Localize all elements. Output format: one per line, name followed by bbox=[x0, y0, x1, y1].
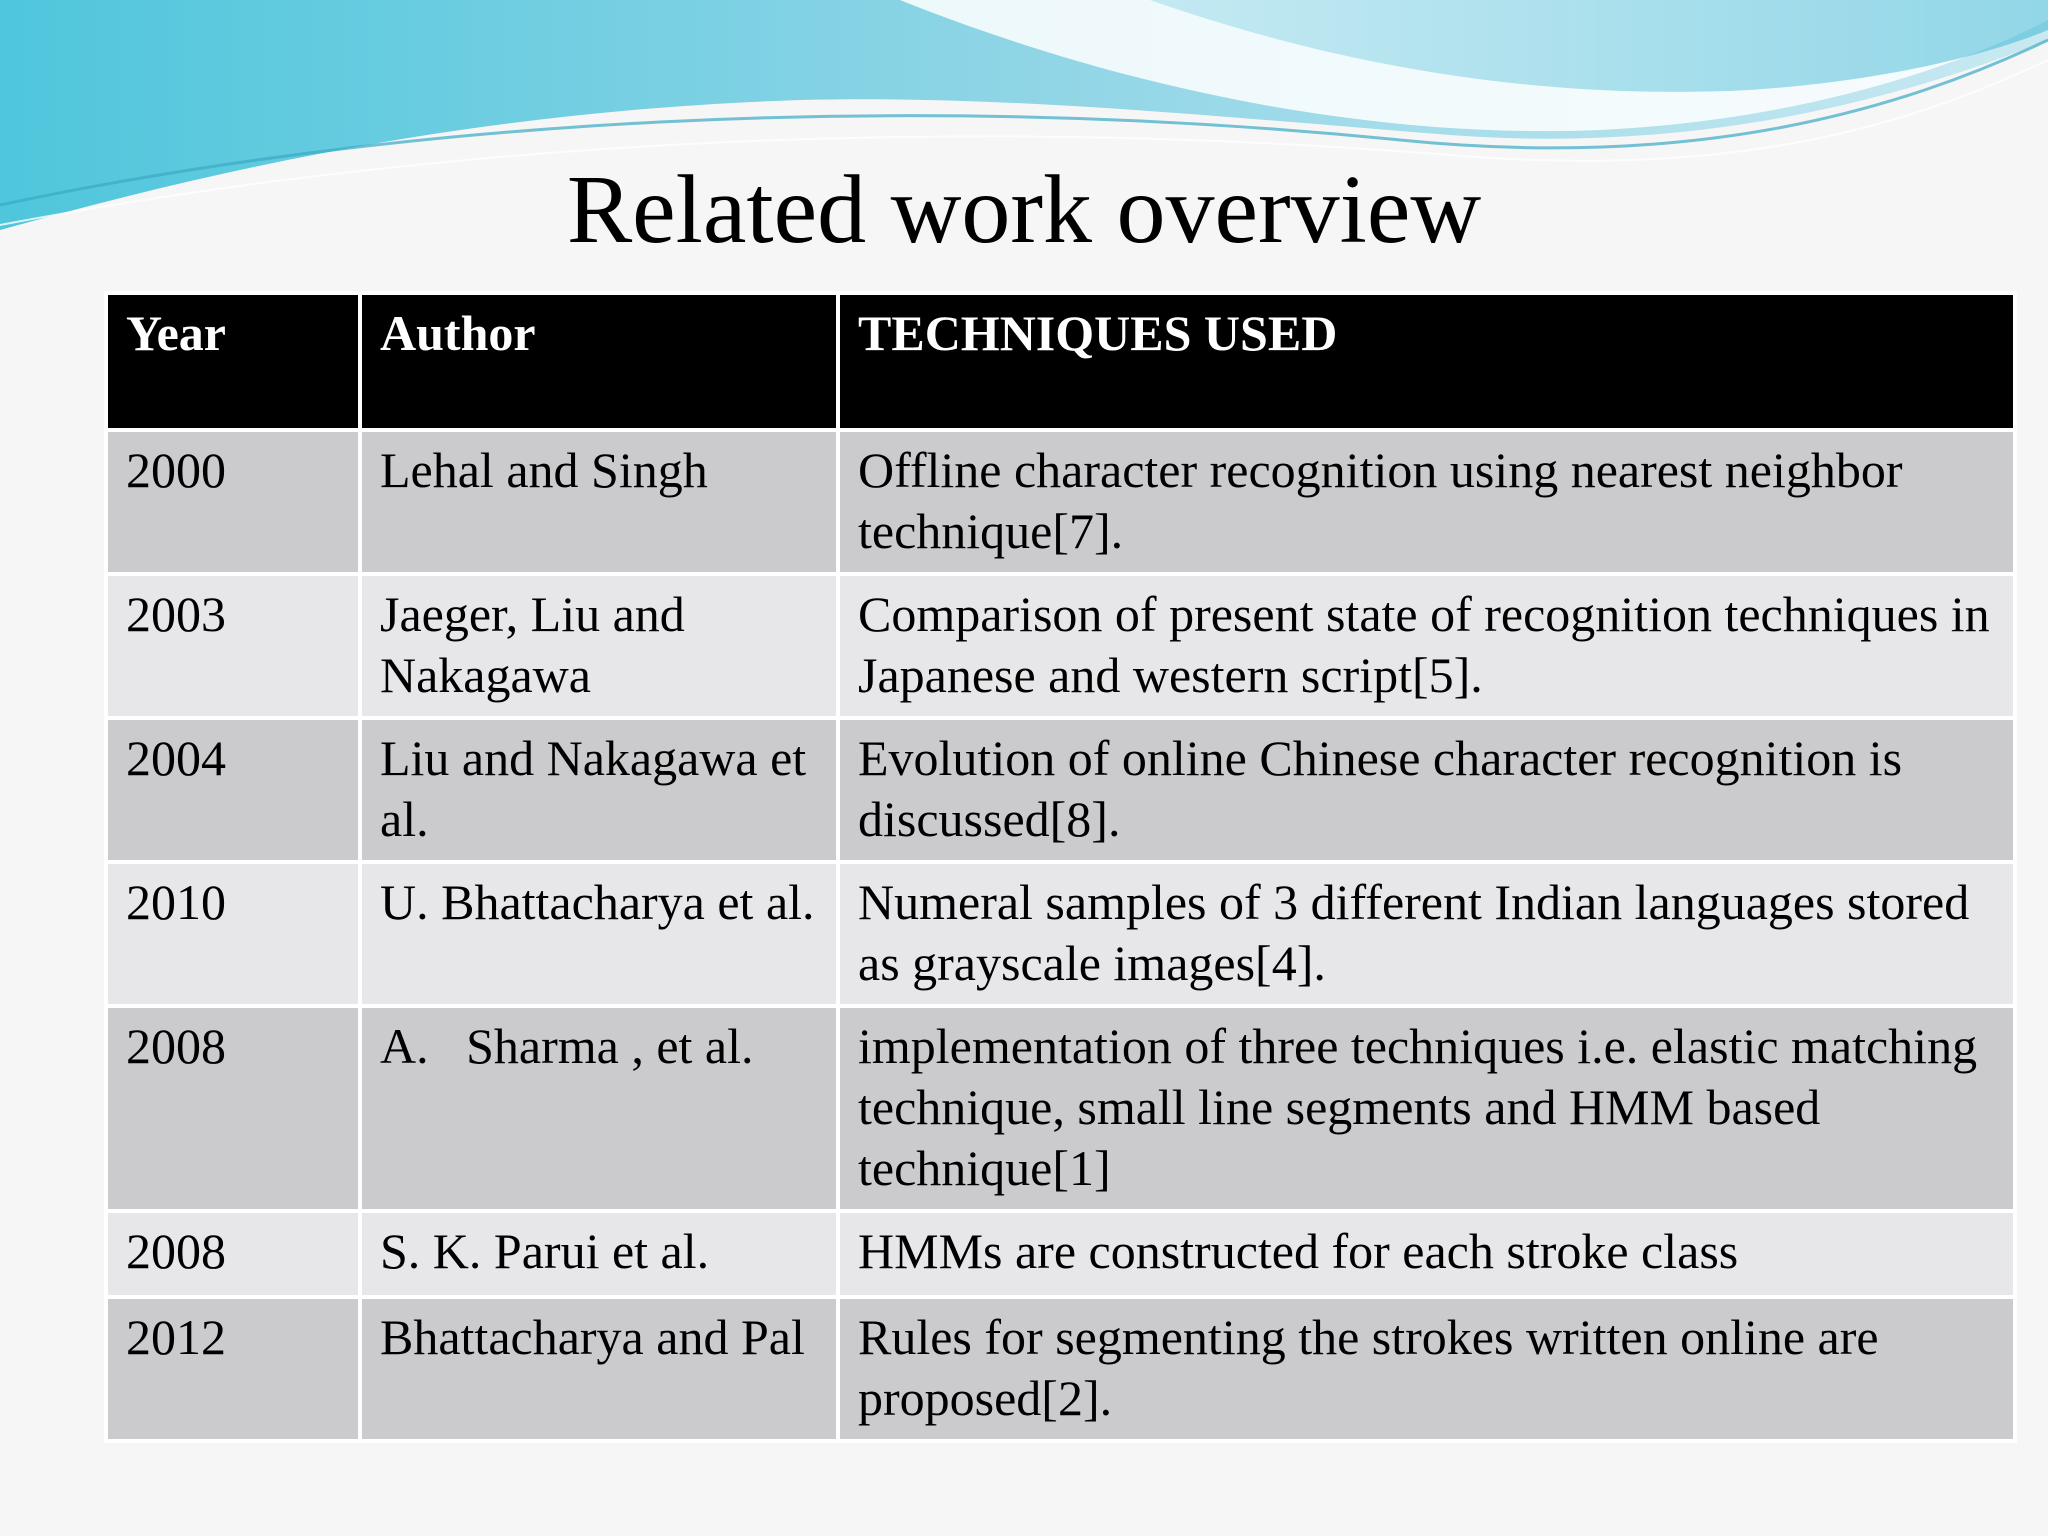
cell-year: 2010 bbox=[106, 862, 360, 1006]
column-header-techniques: TECHNIQUES USED bbox=[838, 293, 2015, 430]
table-row bbox=[106, 1297, 2015, 1441]
cell-technique: Rules for segmenting the strokes written online are proposed[2]. bbox=[838, 1297, 2015, 1441]
cell-technique: Numeral samples of 3 different Indian languages stored as grayscale images[4]. bbox=[838, 862, 2015, 1006]
cell-author: Liu and Nakagawa et al. bbox=[360, 718, 838, 862]
table-row bbox=[106, 862, 2015, 1006]
cell-year: 2008 bbox=[106, 1006, 360, 1211]
cell-year: 2008 bbox=[106, 1211, 360, 1297]
table-row bbox=[106, 574, 2015, 718]
table-row bbox=[106, 430, 2015, 574]
column-header-author: Author bbox=[360, 293, 838, 430]
table-header-row bbox=[106, 293, 2015, 430]
cell-technique: Comparison of present state of recognition techniques in Japanese and western script[5]. bbox=[838, 574, 2015, 718]
cell-technique: implementation of three techniques i.e. elastic matching technique, small line segments and HMM based technique[1] bbox=[838, 1006, 2015, 1211]
related-work-table bbox=[104, 291, 2017, 1443]
cell-author: Bhattacharya and Pal bbox=[360, 1297, 838, 1441]
table-row bbox=[106, 1211, 2015, 1297]
cell-author: Jaeger, Liu and Nakagawa bbox=[360, 574, 838, 718]
cell-technique: Offline character recognition using nearest neighbor technique[7]. bbox=[838, 430, 2015, 574]
cell-year: 2000 bbox=[106, 430, 360, 574]
cell-year: 2003 bbox=[106, 574, 360, 718]
table-row bbox=[106, 718, 2015, 862]
cell-technique: Evolution of online Chinese character recognition is discussed[8]. bbox=[838, 718, 2015, 862]
cell-year: 2004 bbox=[106, 718, 360, 862]
cell-year: 2012 bbox=[106, 1297, 360, 1441]
cell-author: U. Bhattacharya et al. bbox=[360, 862, 838, 1006]
cell-author: S. K. Parui et al. bbox=[360, 1211, 838, 1297]
table-row bbox=[106, 1006, 2015, 1211]
page-title: Related work overview bbox=[566, 156, 1482, 264]
cell-author: Lehal and Singh bbox=[360, 430, 838, 574]
cell-author: A. Sharma , et al. bbox=[360, 1006, 838, 1211]
cell-technique: HMMs are constructed for each stroke class bbox=[838, 1211, 2015, 1297]
column-header-year: Year bbox=[106, 293, 360, 430]
